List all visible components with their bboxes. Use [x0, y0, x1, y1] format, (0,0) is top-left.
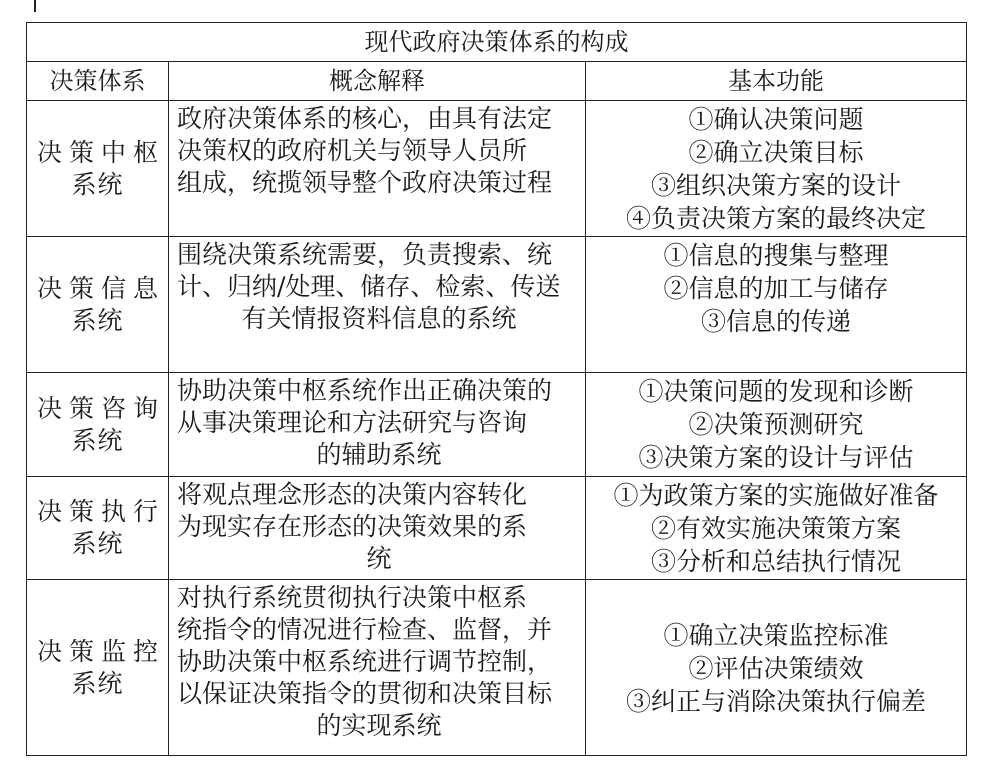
function-item: ②评估决策绩效 — [688, 654, 864, 683]
table-row — [27, 237, 967, 373]
concept-line: 计、归纳/处理、储存、检索、传送 — [177, 272, 561, 301]
functions-cell — [586, 373, 967, 477]
system-name: 决策咨询 — [36, 393, 165, 423]
table-row — [27, 373, 967, 477]
concept-line: 决策权的政府机关与领导人员所 — [177, 136, 528, 165]
system-suffix: 系统 — [71, 305, 124, 335]
crop-mark — [34, 0, 36, 12]
system-name: 决策监控 — [36, 636, 165, 666]
header-concept: 概念解释 — [169, 62, 586, 101]
concept-cell — [169, 477, 586, 580]
functions-cell — [586, 580, 967, 756]
function-item: ②确立决策目标 — [688, 138, 864, 167]
system-name-cell — [27, 237, 169, 373]
function-item: ③分析和总结执行情况 — [651, 547, 902, 576]
concept-cell — [169, 237, 586, 373]
system-name: 决策中枢 — [36, 137, 165, 167]
system-name-cell — [27, 580, 169, 756]
system-name-cell — [27, 101, 169, 237]
system-name-cell — [27, 373, 169, 477]
system-name-cell — [27, 477, 169, 580]
table-row — [27, 101, 967, 237]
concept-line: 的辅助系统 — [316, 440, 442, 469]
system-suffix: 系统 — [71, 668, 124, 698]
concept-line: 的实现系统 — [316, 711, 442, 740]
system-suffix: 系统 — [71, 425, 124, 455]
concept-line: 协助决策中枢系统进行调节控制， — [177, 647, 553, 676]
table-row — [27, 477, 967, 580]
table-title: 现代政府决策体系的构成 — [27, 23, 967, 62]
function-item: ②信息的加工与储存 — [663, 274, 889, 303]
concept-line: 统指令的情况进行检查、监督，并 — [177, 615, 553, 644]
concept-line: 有关情报资料信息的系统 — [241, 304, 517, 333]
system-name: 决策执行 — [36, 497, 165, 526]
decision-system-table — [26, 22, 967, 756]
function-item: ④负责决策方案的最终决定 — [626, 204, 927, 233]
concept-cell — [169, 580, 586, 756]
function-item: ①确认决策问题 — [688, 105, 864, 134]
function-item: ①确立决策监控标准 — [663, 621, 889, 650]
function-item: ②有效实施决策策方案 — [651, 514, 902, 543]
function-item: ①信息的搜集与整理 — [663, 241, 889, 270]
concept-line: 对执行系统贯彻执行决策中枢系 — [177, 583, 528, 612]
table-row — [27, 580, 967, 756]
concept-line: 为现实存在形态的决策效果的系 — [177, 512, 528, 541]
concept-line: 政府决策体系的核心，由具有法定 — [177, 104, 553, 133]
function-item: ②决策预测研究 — [688, 410, 864, 439]
concept-line: 协助决策中枢系统作出正确决策的 — [177, 376, 553, 405]
system-suffix: 系统 — [71, 529, 124, 558]
function-item: ③信息的传递 — [701, 307, 852, 336]
system-name: 决策信息 — [36, 273, 165, 303]
functions-cell — [586, 237, 967, 373]
concept-line: 围绕决策系统需要，负责搜索、统 — [177, 240, 553, 269]
concept-line: 以保证决策指令的贯彻和决策目标 — [177, 679, 553, 708]
functions-cell — [586, 101, 967, 237]
system-suffix: 系统 — [71, 169, 124, 199]
function-item: ③纠正与消除决策执行偏差 — [626, 687, 927, 716]
header-functions: 基本功能 — [586, 62, 967, 101]
functions-cell — [586, 477, 967, 580]
function-item: ①为政策方案的实施做好准备 — [613, 481, 939, 510]
concept-line: 从事决策理论和方法研究与咨询 — [177, 408, 528, 437]
concept-cell — [169, 373, 586, 477]
concept-line: 统 — [366, 544, 392, 573]
function-item: ③组织决策方案的设计 — [651, 171, 902, 200]
function-item: ①决策问题的发现和诊断 — [638, 377, 914, 406]
concept-line: 将观点理念形态的决策内容转化 — [177, 480, 528, 509]
function-item: ③决策方案的设计与评估 — [638, 443, 914, 472]
concept-cell — [169, 101, 586, 237]
header-system: 决策体系 — [27, 62, 169, 101]
concept-line: 组成，统揽领导整个政府决策过程 — [177, 168, 553, 197]
header-row — [27, 62, 967, 101]
